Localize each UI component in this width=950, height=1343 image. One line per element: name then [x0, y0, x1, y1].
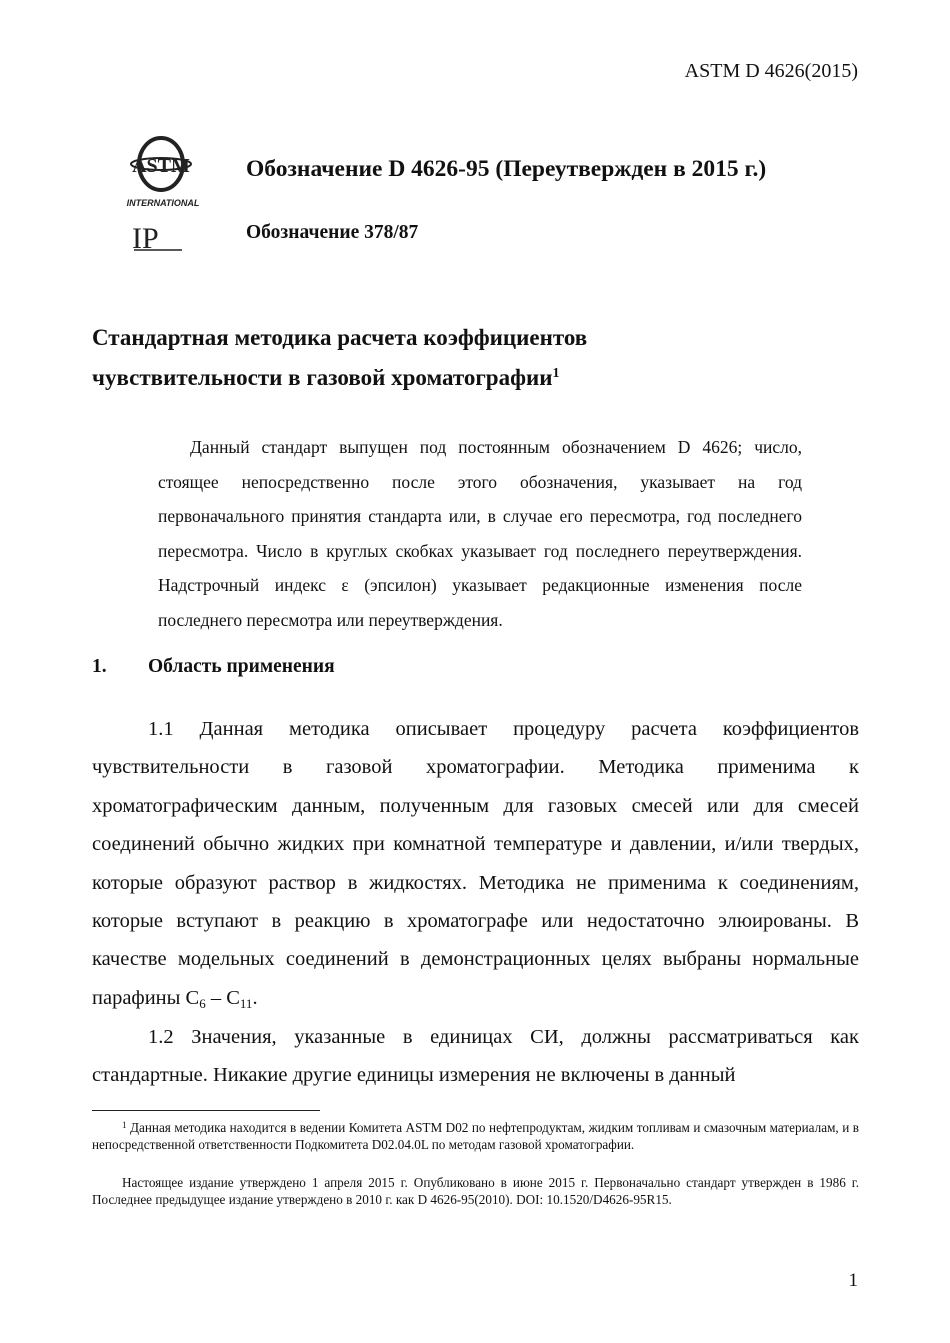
title-line-1: Стандартная методика расчета коэффициентов	[92, 325, 588, 350]
svg-text:IP: IP	[132, 222, 159, 252]
svg-text:ASTM: ASTM	[132, 155, 190, 177]
title-line-2	[92, 358, 852, 398]
standard-notice: Данный стандарт выпущен под постоянным обозначением D 4626; число, стоящее непосредственно после этого обозначения, указывает на год первоначального принятия стандарта или, в случае его пересмотра, год последнего пересмотра. Число в круглых скобках указывает год последнего переутверждения. Надстрочный индекс ε (эпсилон) указывает редакционные изменения после последнего пересмотра или переутверждения.	[158, 437, 802, 630]
ip-designation: Обозначение 378/87	[246, 222, 419, 243]
title-footnote-mark: 1	[552, 366, 560, 381]
document-reference: ASTM D 4626(2015)	[684, 60, 858, 82]
footnote-1-mark: 1	[122, 1120, 127, 1130]
paragraph-1-2: 1.2 Значения, указанные в единицах СИ, должны рассматриваться как стандартные. Никакие другие единицы измерения не включены в данный	[92, 1026, 859, 1087]
astm-logo	[122, 134, 206, 210]
footnote-1: $^1$ Данная методика находится в ведении Комитета ASTM D02 по нефтепродуктам, жидким топливам и смазочным материалам, и в непосредственной ответственности Подкомитета D02.04.0L по методам газовой хроматографии.	[92, 1120, 859, 1152]
svg-text:INTERNATIONAL: INTERNATIONAL	[126, 198, 200, 208]
footnote-2: Настоящее издание утверждено 1 апреля 2015 г. Опубликовано в июне 2015 г. Первоначально стандарт утвержден в 1986 г. Последнее предыдущее издание утверждено в 2010 г. как D 4626-95(2010). DOI: 10.1520/D4626-95R15.	[92, 1175, 859, 1207]
page-number: 1	[848, 1270, 858, 1291]
document-title	[92, 318, 852, 398]
section-number: 1.	[92, 656, 107, 677]
title-line-2-text: чувствительности в газовой хроматографии	[92, 365, 553, 390]
paragraph-1-1: 1.1 Данная методика описывает процедуру расчета коэффициентов чувствительности в газовой хроматографии. Методика применима к хроматографическим данным, полученным для газовых смесей или для смесей соединений обычно жидких при комнатной температуре и давлении, и/или твердых, которые образуют раствор в жидкостях. Методика не применима к соединениям, которые вступают в реакцию в хроматографе или недостаточно элюированы. В качестве модельных соединений в демонстрационных целях выбраны нормальные парафины $C_6 - C_{11}$.	[92, 718, 859, 1011]
main-designation: Обозначение D 4626-95 (Переутвержден в 2015 г.)	[246, 156, 767, 182]
section-heading	[92, 656, 335, 678]
section-title: Область применения	[148, 656, 335, 677]
ip-logo	[130, 222, 184, 252]
footnote-separator	[92, 1110, 320, 1111]
